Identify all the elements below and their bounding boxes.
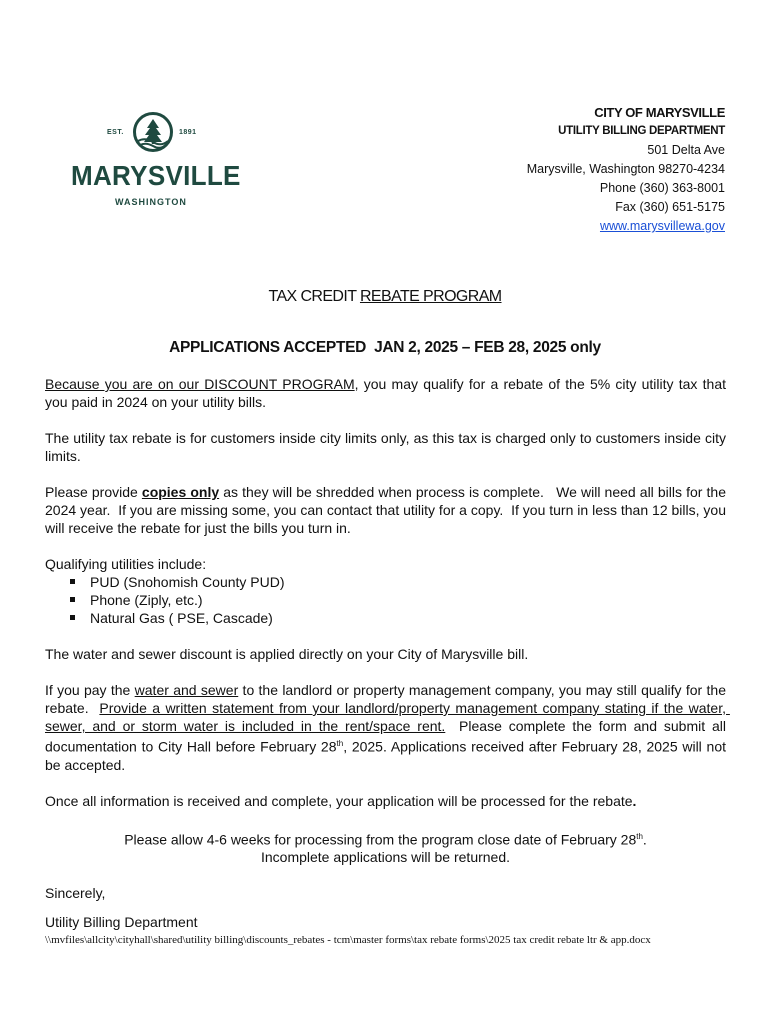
water-sewer-text: water and sewer — [134, 682, 239, 698]
title-part1: TAX CREDIT — [268, 288, 360, 305]
paragraph-discount — [45, 375, 726, 411]
logo-est: EST. — [107, 129, 124, 136]
paragraph-landlord — [45, 681, 730, 774]
logo-state: WASHINGTON — [115, 197, 187, 207]
list-item: PUD (Snohomish County PUD) — [70, 573, 726, 591]
paragraph-landlord-c: Please complete the form and submit all documentation to City Hall before February 28 — [45, 718, 730, 755]
paragraph-city-limits: The utility tax rebate is for customers inside city limits only, as this tax is charged only to customers inside city limits. — [45, 430, 726, 464]
paragraph-processing-end: . — [632, 792, 637, 809]
paragraph-copies-b: as they will be shredded when process is complete. We will need all bills for the 2024 year. If you are missing some, you can contact that utility for a copy. If you turn in less than 12 bills, you will receive the rebate for just the bills you turn in. — [45, 484, 730, 536]
allow-weeks-line1: Please allow 4-6 weeks for processing from the program close date of February 28 — [124, 831, 637, 848]
department-name: UTILITY BILLING DEPARTMENT — [558, 125, 725, 137]
marysville-logo — [68, 108, 241, 212]
paragraph-landlord-b: to the landlord or property management company, you may still qualify for the rebate. — [45, 682, 730, 716]
phone-number: Phone (360) 363-8001 — [599, 181, 725, 195]
fax-number: Fax (360) 651-5175 — [615, 200, 725, 214]
page-title — [0, 288, 770, 306]
file-path-footer: \\mvfiles\allcity\cityhall\shared\utility billing\discounts_rebates - tcm\master forms\tax rebate forms\2025 tax credit rebate ltr & app.docx — [45, 934, 651, 946]
letterhead-address — [527, 103, 725, 236]
list-item: Phone (Ziply, etc.) — [70, 591, 726, 609]
paragraph-discount-rest: , you may qualify for a rebate of the 5% city utility tax that you paid in 2024 on your utility bills. — [45, 376, 726, 410]
allow-weeks-end: . — [642, 831, 647, 848]
qualifying-heading: Qualifying utilities include: — [45, 556, 207, 572]
paragraph-landlord-a: If you pay the — [45, 682, 135, 698]
logo-year: 1891 — [179, 129, 197, 136]
written-statement-text: Provide a written statement from your landlord/property management company stating if the water, sewer, and or storm water is included in the rent/space rent. — [45, 700, 730, 734]
street-address: 501 Delta Ave — [647, 143, 725, 157]
title-part2: REBATE PROGRAM — [359, 288, 502, 305]
logo-wordmark: MARYSVILLE — [71, 160, 241, 191]
tree-mountain-emblem-icon — [132, 111, 174, 153]
incomplete-note: Incomplete applications will be returned. — [260, 849, 511, 866]
paragraph-processing-text: Once all information is received and complete, your application will be processed for the rebate — [45, 792, 633, 809]
closing: Sincerely, — [45, 885, 106, 902]
application-dates: APPLICATIONS ACCEPTED JAN 2, 2025 – FEB 28, 2025 only — [169, 339, 601, 356]
copies-only-text: copies only — [141, 484, 220, 500]
website-link[interactable]: www.marysvillewa.gov — [599, 219, 725, 233]
superscript-th: th — [636, 831, 643, 841]
superscript-th: th — [336, 739, 344, 748]
letter-body — [45, 375, 730, 949]
city-state-zip: Marysville, Washington 98270-4234 — [526, 162, 725, 176]
qualifying-list — [45, 573, 726, 627]
list-item: Natural Gas ( PSE, Cascade) — [70, 609, 726, 627]
city-name: CITY OF MARYSVILLE — [594, 105, 725, 120]
discount-program-text: Because you are on our DISCOUNT PROGRAM — [45, 376, 355, 392]
qualifying-utilities — [45, 555, 726, 627]
paragraph-copies-a: Please provide — [45, 484, 142, 500]
paragraph-processing — [45, 792, 726, 810]
paragraph-landlord-d: , 2025. Applications received after February 28, 2025 will not be accepted. — [45, 738, 730, 773]
paragraph-copies — [45, 483, 730, 537]
signature: Utility Billing Department — [45, 914, 198, 931]
paragraph-water-sewer: The water and sewer discount is applied directly on your City of Marysville bill. — [45, 646, 529, 662]
paragraph-allow-weeks — [45, 828, 726, 867]
